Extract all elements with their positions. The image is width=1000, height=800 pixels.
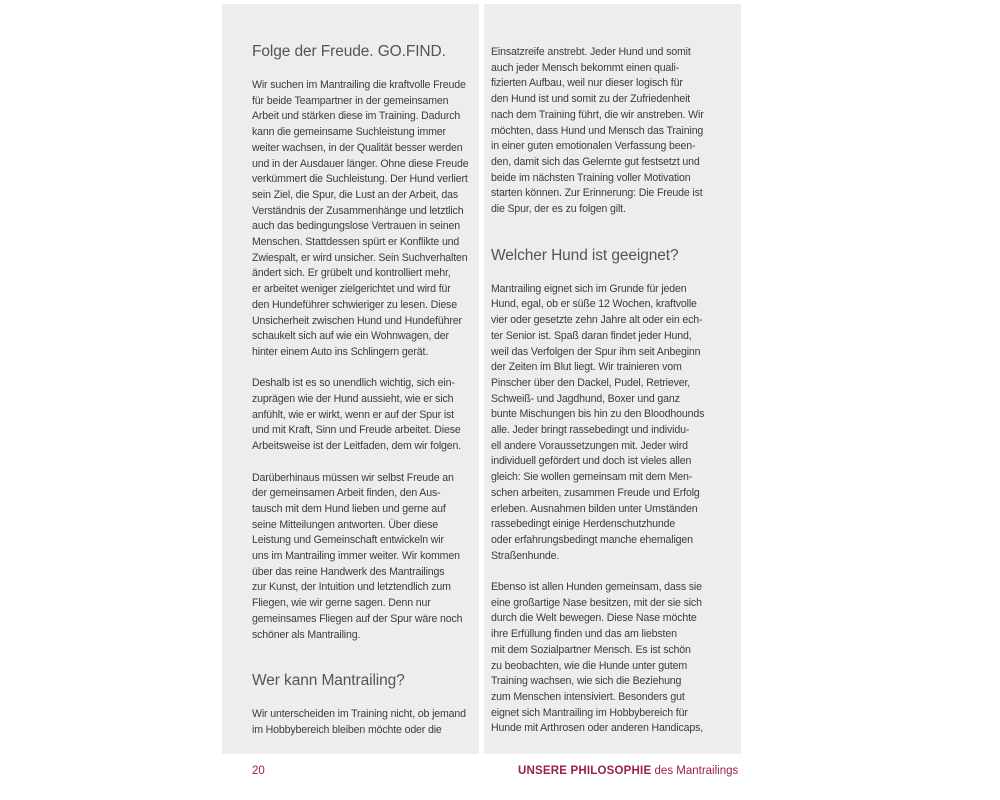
- text-line: alle. Jeder bringt rassebedingt und individu-: [491, 424, 690, 437]
- text-line: Mantrailing eignet sich im Grunde für jeden: [491, 282, 687, 295]
- paragraph-daruberhinaus: [252, 471, 469, 644]
- text-line: Arbeit und stärken diese im Training. Dadurch: [252, 110, 461, 123]
- text-line: zur Kunst, der Intuition und letztendlich zum: [252, 581, 451, 594]
- text-line: und mit Kraft, Sinn und Freude arbeitet. Diese: [252, 424, 461, 437]
- text-line: eignet sich Mantrailing im Hobbybereich für: [491, 706, 688, 719]
- text-line: gleich: Sie wollen gemeinsam mit dem Men-: [491, 471, 693, 484]
- running-head-strong: UNSERE PHILOSOPHIE: [518, 765, 652, 777]
- running-head: [518, 763, 738, 779]
- text-line: verkümmert die Suchleistung. Der Hund verliert: [252, 173, 468, 186]
- text-line: beide im nächsten Training voller Motivation: [491, 171, 691, 184]
- text-line: anfühlt, wie er wirkt, wenn er auf der Spur ist: [252, 408, 454, 421]
- text-line: schen arbeiten, zusammen Freude und Erfolg: [491, 486, 700, 499]
- text-line: möchten, dass Hund und Mensch das Training: [491, 124, 704, 137]
- paragraph-freude: [252, 78, 469, 361]
- text-line: Hunde mit Arthrosen oder anderen Handicaps,: [491, 722, 704, 735]
- text-line: Deshalb ist es so unendlich wichtig, sich ein-: [252, 377, 455, 390]
- section-heading-welcher-hund: Welcher Hund ist geeignet?: [491, 246, 679, 264]
- page-number: 20: [252, 765, 265, 777]
- text-line: vier oder gesetzte zehn Jahre alt oder ein ech-: [491, 314, 703, 327]
- text-line: die Spur, der es zu folgen gilt.: [491, 203, 626, 216]
- text-line: der Zeiten im Blut liegt. Wir trainieren vom: [491, 361, 682, 374]
- text-line: gemeinsames Fliegen auf der Spur wäre noch: [252, 612, 463, 625]
- text-line: auch das bedingungslose Vertrauen in seinen: [252, 220, 460, 233]
- text-line: bunte Mischungen bis hin zu den Bloodhounds: [491, 408, 705, 421]
- text-line: Ebenso ist allen Hunden gemeinsam, dass sie: [491, 581, 702, 594]
- text-line: Verständnis der Zusammenhänge und letztlich: [252, 204, 464, 217]
- text-line: Hund, egal, ob er süße 12 Wochen, kraftvolle: [491, 298, 697, 311]
- text-line: schöner als Mantrailing.: [252, 628, 361, 641]
- text-line: Menschen. Stattdessen spürt er Konflikte und: [252, 236, 460, 249]
- text-line: Schweiß- und Jagdhund, Boxer und ganz: [491, 392, 680, 405]
- text-line: fizierten Aufbau, weil nur dieser logisch für: [491, 77, 683, 90]
- text-line: weiter wachsen, in der Qualität besser werden: [252, 141, 463, 154]
- paragraph-mantrailing-eignet: [491, 282, 729, 565]
- text-line: mit dem Sozialpartner Mensch. Es ist schön: [491, 643, 691, 656]
- text-line: starten können. Zur Erinnerung: Die Freude ist: [491, 187, 703, 200]
- text-line: nach dem Training führt, die wir anstreben. Wir: [491, 108, 704, 121]
- text-line: rassebedingt einige Herdenschutzhunde: [491, 518, 676, 531]
- text-line: Wir suchen im Mantrailing die kraftvolle Freude: [252, 79, 466, 91]
- text-line: sein Ziel, die Spur, die Lust an der Arbeit, das: [252, 188, 458, 201]
- text-line: ell andere Voraussetzungen mit. Jeder wird: [491, 439, 688, 452]
- text-line: tausch mit dem Hund lieben und gerne auf: [252, 502, 446, 515]
- text-line: Training wachsen, wie sich die Beziehung: [491, 675, 682, 688]
- text-line: er arbeitet weniger zielgerichtet und wird für: [252, 283, 451, 296]
- text-line: den Hund ist und somit zu der Zufriedenheit: [491, 93, 691, 106]
- section-heading-folge-der-freude: Folge der Freude. GO.FIND.: [252, 43, 446, 60]
- paragraph-einsatzreife: [491, 45, 729, 218]
- text-line: Fliegen, wie wir gerne sagen. Denn nur: [252, 597, 431, 610]
- text-line: ter Senior ist. Spaß daran findet jeder Hund,: [491, 329, 692, 342]
- text-line: weil das Verfolgen der Spur ihm seit Anbeginn: [491, 345, 701, 358]
- running-head-light: des Mantrailings: [651, 765, 739, 777]
- text-line: individuell gefördert und doch ist vieles allen: [491, 455, 692, 468]
- text-line: Pinscher über den Dackel, Pudel, Retriever,: [491, 376, 691, 389]
- left-column: [222, 4, 479, 754]
- text-line: im Hobbybereich bleiben möchte oder die: [252, 723, 442, 736]
- section-heading-wer-kann-mantrailing: Wer kann Mantrailing?: [252, 672, 405, 690]
- text-line: hinter einem Auto ins Schlingern gerät.: [252, 345, 429, 358]
- paragraph-ebenso: [491, 580, 729, 737]
- text-line: und in der Ausdauer länger. Ohne diese Freude: [252, 157, 469, 170]
- text-line: oder erfahrungsbedingt manche ehemaligen: [491, 533, 693, 546]
- text-line: Straßenhunde.: [491, 549, 560, 562]
- text-line: für beide Teampartner in der gemeinsamen: [252, 94, 449, 107]
- text-line: schaukelt sich auf wie ein Wohnwagen, der: [252, 330, 449, 343]
- text-line: Einsatzreife anstrebt. Jeder Hund und somit: [491, 46, 691, 58]
- text-line: in einer guten emotionalen Verfassung been-: [491, 140, 696, 153]
- text-line: ändert sich. Er grübelt und kontrolliert mehr,: [252, 267, 451, 280]
- text-line: den Hundeführer schwieriger zu lesen. Diese: [252, 298, 457, 311]
- text-line: zum Menschen intensiviert. Besonders gut: [491, 691, 685, 703]
- text-line: zuprägen wie der Hund aussieht, wie er sich: [252, 393, 454, 406]
- text-line: Unsicherheit zwischen Hund und Hundeführer: [252, 314, 462, 327]
- text-line: auch jeder Mensch bekommt einen quali-: [491, 61, 680, 74]
- text-line: zu beobachten, wie die Hunde unter gutem: [491, 659, 688, 672]
- right-column: [484, 4, 741, 754]
- text-line: seine Mitteilungen antworten. Über diese: [252, 518, 438, 531]
- text-line: eine großartige Nase besitzen, mit der sie sich: [491, 596, 702, 609]
- text-line: Zwiespalt, er wird unsicher. Sein Suchverhalten: [252, 251, 468, 264]
- text-line: durch die Welt bewegen. Diese Nase möchte: [491, 612, 697, 625]
- text-line: Leistung und Gemeinschaft entwickeln wir: [252, 534, 444, 547]
- text-line: Darüberhinaus müssen wir selbst Freude an: [252, 471, 454, 484]
- text-line: der gemeinsamen Arbeit finden, den Aus-: [252, 487, 441, 500]
- text-line: Arbeitsweise ist der Leitfaden, dem wir folgen.: [252, 440, 462, 453]
- text-line: ihre Erfüllung finden und das am liebsten: [491, 628, 677, 641]
- text-line: Wir unterscheiden im Training nicht, ob jemand: [252, 708, 466, 721]
- text-line: über das reine Handwerk des Mantrailings: [252, 565, 445, 578]
- text-line: kann die gemeinsame Suchleistung immer: [252, 126, 446, 139]
- paragraph-wir-unterscheiden: [252, 707, 469, 738]
- text-line: erleben. Ausnahmen bilden unter Umständen: [491, 502, 698, 515]
- text-line: den, damit sich das Gelernte gut festsetzt und: [491, 155, 700, 168]
- text-line: uns im Mantrailing immer weiter. Wir kommen: [252, 550, 460, 563]
- paragraph-deshalb: [252, 376, 469, 455]
